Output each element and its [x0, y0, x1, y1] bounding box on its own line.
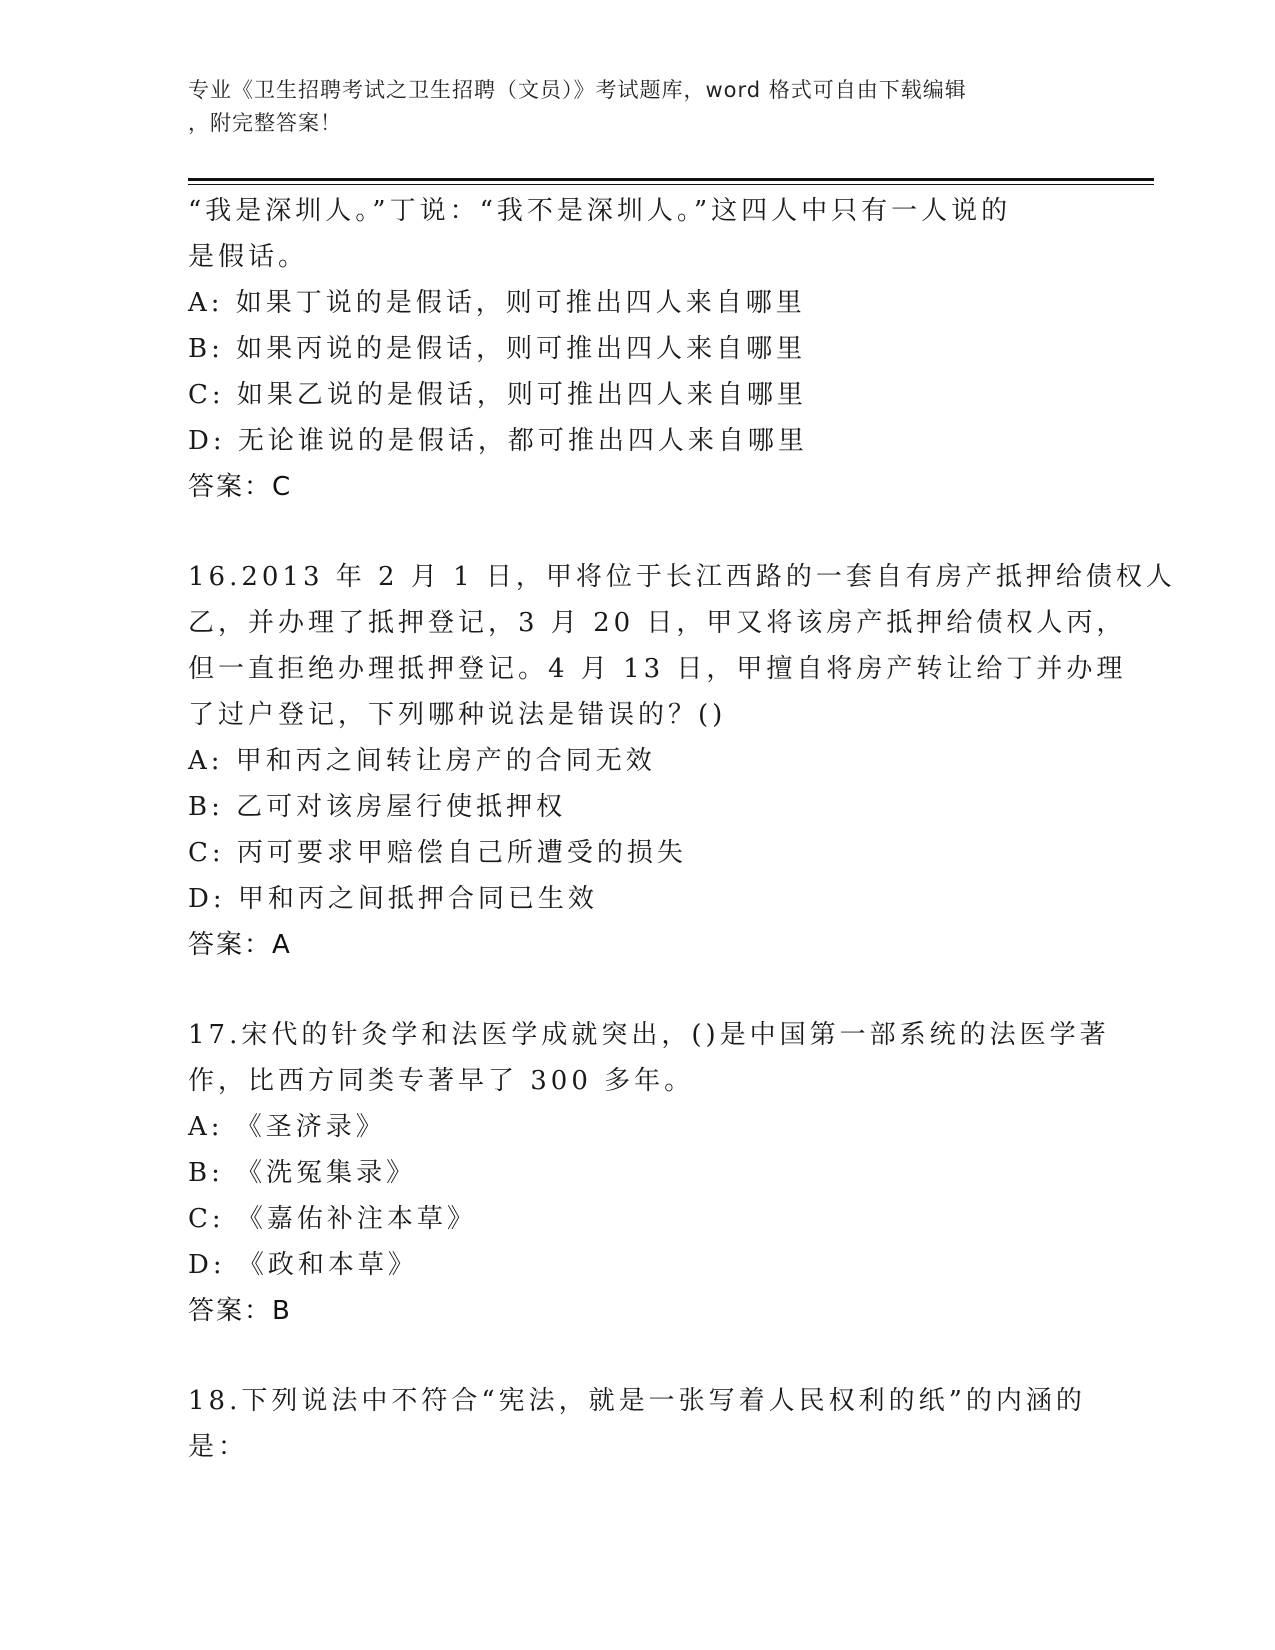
option-a: A: 甲和丙之间转让房产的合同无效 [188, 746, 656, 776]
header-line-2: ，附完整答案！ [188, 111, 342, 135]
header-line-1: 专业《卫生招聘考试之卫生招聘（文员）》考试题库，word 格式可自由下载编辑 [188, 78, 967, 102]
answer-line: 答案：B [188, 1296, 292, 1326]
question-stem-line: 17.宋代的针灸学和法医学成就突出，()是中国第一部系统的法医学著 [188, 1020, 1110, 1050]
spacer [188, 968, 1108, 1012]
option-b: B: 《洗冤集录》 [188, 1158, 417, 1188]
answer-line: 答案：A [188, 930, 292, 960]
spacer [188, 510, 1108, 554]
question-list [188, 188, 1176, 1470]
option-c: C: 丙可要求甲赔偿自己所遭受的损失 [188, 838, 687, 868]
option-d: D: 无论谁说的是假话，都可推出四人来自哪里 [188, 426, 808, 456]
question-stem-line: 了过户登记，下列哪种说法是错误的？() [188, 700, 727, 730]
option-b: B: 乙可对该房屋行使抵押权 [188, 792, 567, 822]
option-c: C: 《嘉佑补注本草》 [188, 1204, 477, 1234]
question-stem-line: 作，比西方同类专著早了 300 多年。 [188, 1066, 695, 1096]
option-a: A: 如果丁说的是假话，则可推出四人来自哪里 [188, 288, 806, 318]
question-17 [188, 1012, 1108, 1334]
header-rule-thin [188, 184, 1154, 185]
document-header [188, 74, 1078, 140]
question-stem-line: 16.2013 年 2 月 1 日，甲将位于长江西路的一套自有房产抵押给债权人 [188, 562, 1176, 592]
question-stem-line: 18.下列说法中不符合“宪法，就是一张写着人民权利的纸”的内涵的 [188, 1386, 1086, 1416]
header-rule-thick [188, 178, 1154, 181]
question-stem-line: 乙，并办理了抵押登记，3 月 20 日，甲又将该房产抵押给债权人丙， [188, 608, 1127, 638]
question-15 [188, 188, 1108, 510]
question-16 [188, 554, 1176, 968]
option-d: D: 《政和本草》 [188, 1250, 418, 1280]
question-stem-line: 是假话。 [188, 242, 309, 272]
option-d: D: 甲和丙之间抵押合同已生效 [188, 884, 598, 914]
option-b: B: 如果丙说的是假话，则可推出四人来自哪里 [188, 334, 807, 364]
spacer [188, 1334, 1108, 1378]
question-18 [188, 1378, 1108, 1470]
option-c: C: 如果乙说的是假话，则可推出四人来自哪里 [188, 380, 807, 410]
option-a: A: 《圣济录》 [188, 1112, 386, 1142]
answer-line: 答案：C [188, 472, 293, 502]
question-stem-line: 但一直拒绝办理抵押登记。4 月 13 日，甲擅自将房产转让给丁并办理 [188, 654, 1127, 684]
question-stem-line: 是： [188, 1432, 249, 1462]
question-stem-line: “我是深圳人。”丁说：“我不是深圳人。”这四人中只有一人说的 [188, 196, 1012, 226]
